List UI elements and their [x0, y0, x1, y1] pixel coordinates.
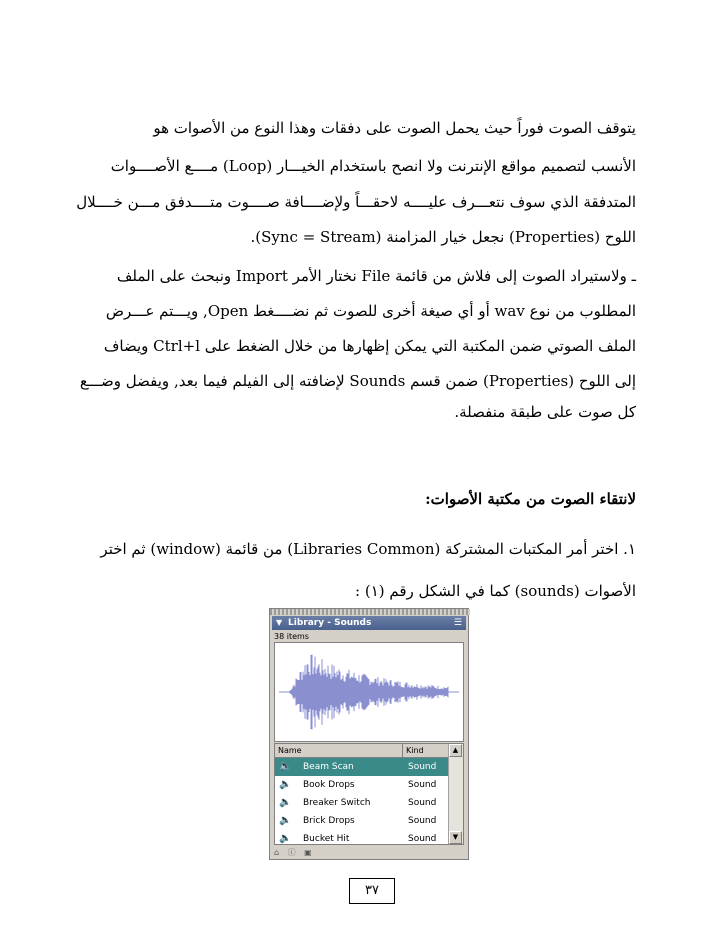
column-name-header[interactable]: Name — [278, 746, 302, 755]
paragraph1-line4: اللوح (Properties) نجعل خيار المزامنة (Sync = Stream). — [250, 228, 636, 246]
section-heading: لانتقاء الصوت من مكتبة الأصوات: — [425, 490, 636, 508]
panel-menu-icon[interactable]: ☰ — [453, 618, 462, 628]
list-item[interactable] — [275, 776, 449, 794]
step1-line1: ١. اختر أمر المكتبات المشتركة (Libraries Common) من قائمة (window) ثم اختر — [100, 540, 636, 558]
waveform-preview — [274, 642, 464, 742]
item-name: Brick Drops — [303, 816, 355, 826]
item-kind: Sound — [408, 798, 437, 808]
item-name: Bucket Hit — [303, 834, 350, 844]
item-kind: Sound — [408, 816, 437, 826]
item-name: Book Drops — [303, 780, 355, 790]
item-name: Breaker Switch — [303, 798, 371, 808]
list-item[interactable] — [275, 812, 449, 830]
panel-grip[interactable] — [270, 609, 470, 615]
paragraph1-line3: المتدفقة الذي سوف نتعـــرف عليــــه لاحقـــاً ولإضــــافة صــــوت متــــدفق مـــن خــــلال — [76, 193, 636, 211]
scroll-down-icon[interactable]: ▼ — [449, 831, 462, 844]
speaker-icon: 🔈 — [279, 779, 292, 790]
speaker-icon: 🔈 — [279, 815, 292, 826]
paragraph2-line3: الملف الصوتي ضمن المكتبة التي يمكن إظهارها من خلال الضغط على Ctrl+l ويضاف — [103, 337, 636, 355]
paragraph2-line2: المطلوب من نوع wav أو أي صيغة أخرى للصوت ثم نضــــغط Open, ويـــتم عـــرض — [105, 302, 636, 320]
collapse-arrow-icon[interactable]: ▼ — [276, 618, 283, 627]
list-item[interactable] — [275, 758, 449, 776]
paragraph1-line2: الأنسب لتصميم مواقع الإنترنت ولا انصح باستخدام الخيـــار (Loop) مــــع الأصــــوات — [110, 157, 636, 175]
library-list — [274, 743, 464, 845]
step1-line2: الأصوات (sounds) كما في الشكل رقم (١) : — [355, 582, 636, 600]
item-kind: Sound — [408, 762, 437, 772]
speaker-icon: 🔈 — [279, 797, 292, 808]
item-count: 38 items — [274, 632, 309, 641]
new-folder-icon[interactable]: ⌂ — [274, 848, 280, 857]
column-kind-header[interactable]: Kind — [402, 744, 424, 757]
item-name: Beam Scan — [303, 762, 354, 772]
vertical-scrollbar[interactable] — [448, 744, 463, 844]
paragraph2-line1: ـ ولاستيراد الصوت إلى فلاش من قائمة File نختار الأمر Import ونبحث على الملف — [116, 267, 636, 285]
paragraph1-line1: يتوقف الصوت فوراً حيث يحمل الصوت على دفقات وهذا النوع من الأصوات هو — [153, 119, 636, 137]
list-item[interactable] — [275, 830, 449, 845]
speaker-icon: 🔈 — [279, 833, 292, 844]
delete-icon[interactable]: ▣ — [304, 848, 312, 857]
panel-titlebar[interactable] — [272, 616, 466, 630]
waveform-graphic — [275, 643, 463, 741]
speaker-icon: 🔈 — [279, 761, 292, 772]
library-panel — [269, 608, 469, 860]
panel-title: Library - Sounds — [288, 618, 372, 628]
paragraph2-line5: كل صوت على طبقة منفصلة. — [454, 403, 636, 421]
list-header — [275, 744, 449, 758]
properties-icon[interactable]: ⓘ — [287, 848, 296, 857]
panel-toolbar — [274, 847, 464, 857]
item-kind: Sound — [408, 834, 437, 844]
scroll-up-icon[interactable]: ▲ — [449, 744, 462, 757]
item-kind: Sound — [408, 780, 437, 790]
page-number: ٣٧ — [349, 878, 395, 904]
list-item[interactable] — [275, 794, 449, 812]
paragraph2-line4: إلى اللوح (Properties) ضمن قسم Sounds لإضافته إلى الفيلم فيما بعد, ويفضل وضـــع — [79, 372, 636, 390]
